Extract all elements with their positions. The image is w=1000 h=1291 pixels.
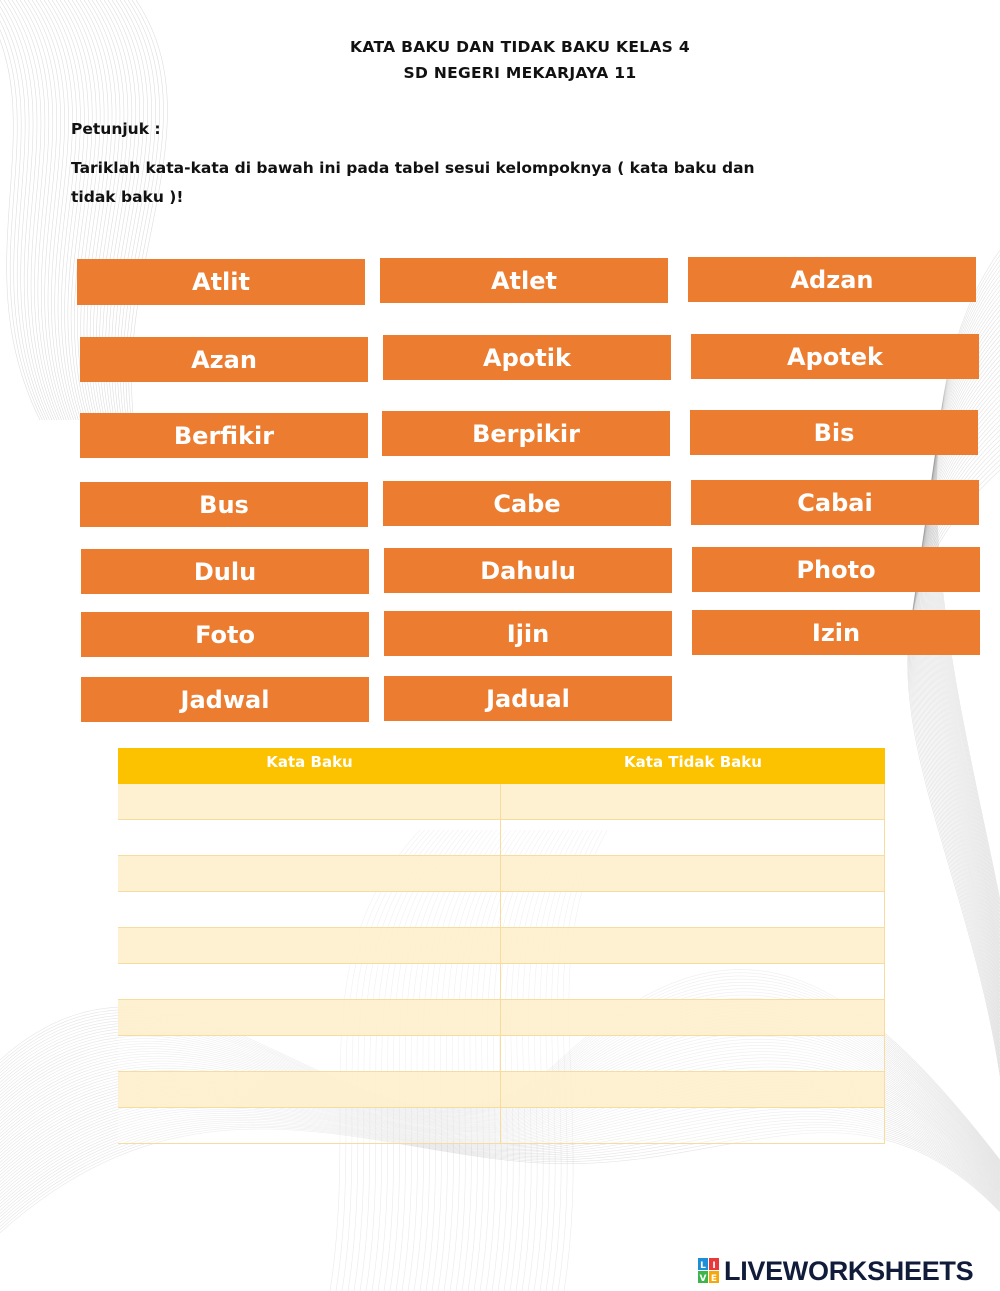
table-row [118,1108,885,1144]
word-card-bis[interactable]: Bis [690,410,978,455]
word-card-ijin[interactable]: Ijin [384,611,672,656]
drop-cell-kata-tidak-baku[interactable] [501,1072,885,1108]
table-row [118,1072,885,1108]
word-card-jadwal[interactable]: Jadwal [81,677,369,722]
word-card-jadual[interactable]: Jadual [384,676,672,721]
table-row [118,928,885,964]
liveworksheets-logo-icon [698,1258,720,1284]
table-row [118,1000,885,1036]
drop-cell-kata-baku[interactable] [118,1036,501,1072]
svg-text:I: I [712,1261,716,1271]
drop-cell-kata-tidak-baku[interactable] [501,820,885,856]
drop-cell-kata-tidak-baku[interactable] [501,1108,885,1144]
drop-cell-kata-baku[interactable] [118,856,501,892]
table-header [118,748,885,784]
column-header-kata-baku: Kata Baku [266,753,353,771]
word-card-adzan[interactable]: Adzan [688,257,976,302]
drop-cell-kata-baku[interactable] [118,1072,501,1108]
instruction-text-line2: tidak baku )! [71,188,184,206]
word-card-foto[interactable]: Foto [81,612,369,657]
drop-cell-kata-baku[interactable] [118,1000,501,1036]
word-card-apotik[interactable]: Apotik [383,335,671,380]
word-card-atlit[interactable]: Atlit [77,259,365,305]
drop-cell-kata-tidak-baku[interactable] [501,856,885,892]
word-card-apotek[interactable]: Apotek [691,334,979,379]
drop-cell-kata-baku[interactable] [118,1108,501,1144]
liveworksheets-logo [698,1255,998,1287]
word-card-photo[interactable]: Photo [692,547,980,592]
column-header-kata-tidak-baku: Kata Tidak Baku [624,753,762,771]
svg-text:V: V [699,1274,707,1284]
word-card-dahulu[interactable]: Dahulu [384,548,672,593]
table-row [118,964,885,1000]
word-card-bus[interactable]: Bus [80,482,368,527]
word-card-azan[interactable]: Azan [80,337,368,382]
table-row [118,820,885,856]
drop-cell-kata-tidak-baku[interactable] [501,1036,885,1072]
logo-text: LIVEWORKSHEETS [724,1255,974,1286]
drop-cell-kata-tidak-baku[interactable] [501,892,885,928]
table-row [118,784,885,820]
table-row [118,1036,885,1072]
drop-cell-kata-baku[interactable] [118,784,501,820]
drop-cell-kata-tidak-baku[interactable] [501,928,885,964]
word-card-dulu[interactable]: Dulu [81,549,369,594]
svg-text:L: L [700,1261,706,1271]
drop-cell-kata-tidak-baku[interactable] [501,1000,885,1036]
svg-text:E: E [710,1274,718,1284]
word-card-atlet[interactable]: Atlet [380,258,668,303]
word-card-berpikir[interactable]: Berpikir [382,411,670,456]
drop-cell-kata-tidak-baku[interactable] [501,784,885,820]
worksheet-title: KATA BAKU DAN TIDAK BAKU KELAS 4 [350,38,690,56]
instruction-label: Petunjuk : [71,120,161,138]
table-row [118,892,885,928]
table-row [118,856,885,892]
word-card-cabai[interactable]: Cabai [691,480,979,525]
drop-cell-kata-tidak-baku[interactable] [501,964,885,1000]
drop-cell-kata-baku[interactable] [118,892,501,928]
word-card-cabe[interactable]: Cabe [383,481,671,526]
school-name: SD NEGERI MEKARJAYA 11 [403,64,637,82]
word-card-berfikir[interactable]: Berfikir [80,413,368,458]
drop-cell-kata-baku[interactable] [118,964,501,1000]
drop-cell-kata-baku[interactable] [118,820,501,856]
drop-cell-kata-baku[interactable] [118,928,501,964]
word-card-izin[interactable]: Izin [692,610,980,655]
instruction-text-line1: Tariklah kata-kata di bawah ini pada tabel sesui kelompoknya ( kata baku dan [71,159,755,177]
